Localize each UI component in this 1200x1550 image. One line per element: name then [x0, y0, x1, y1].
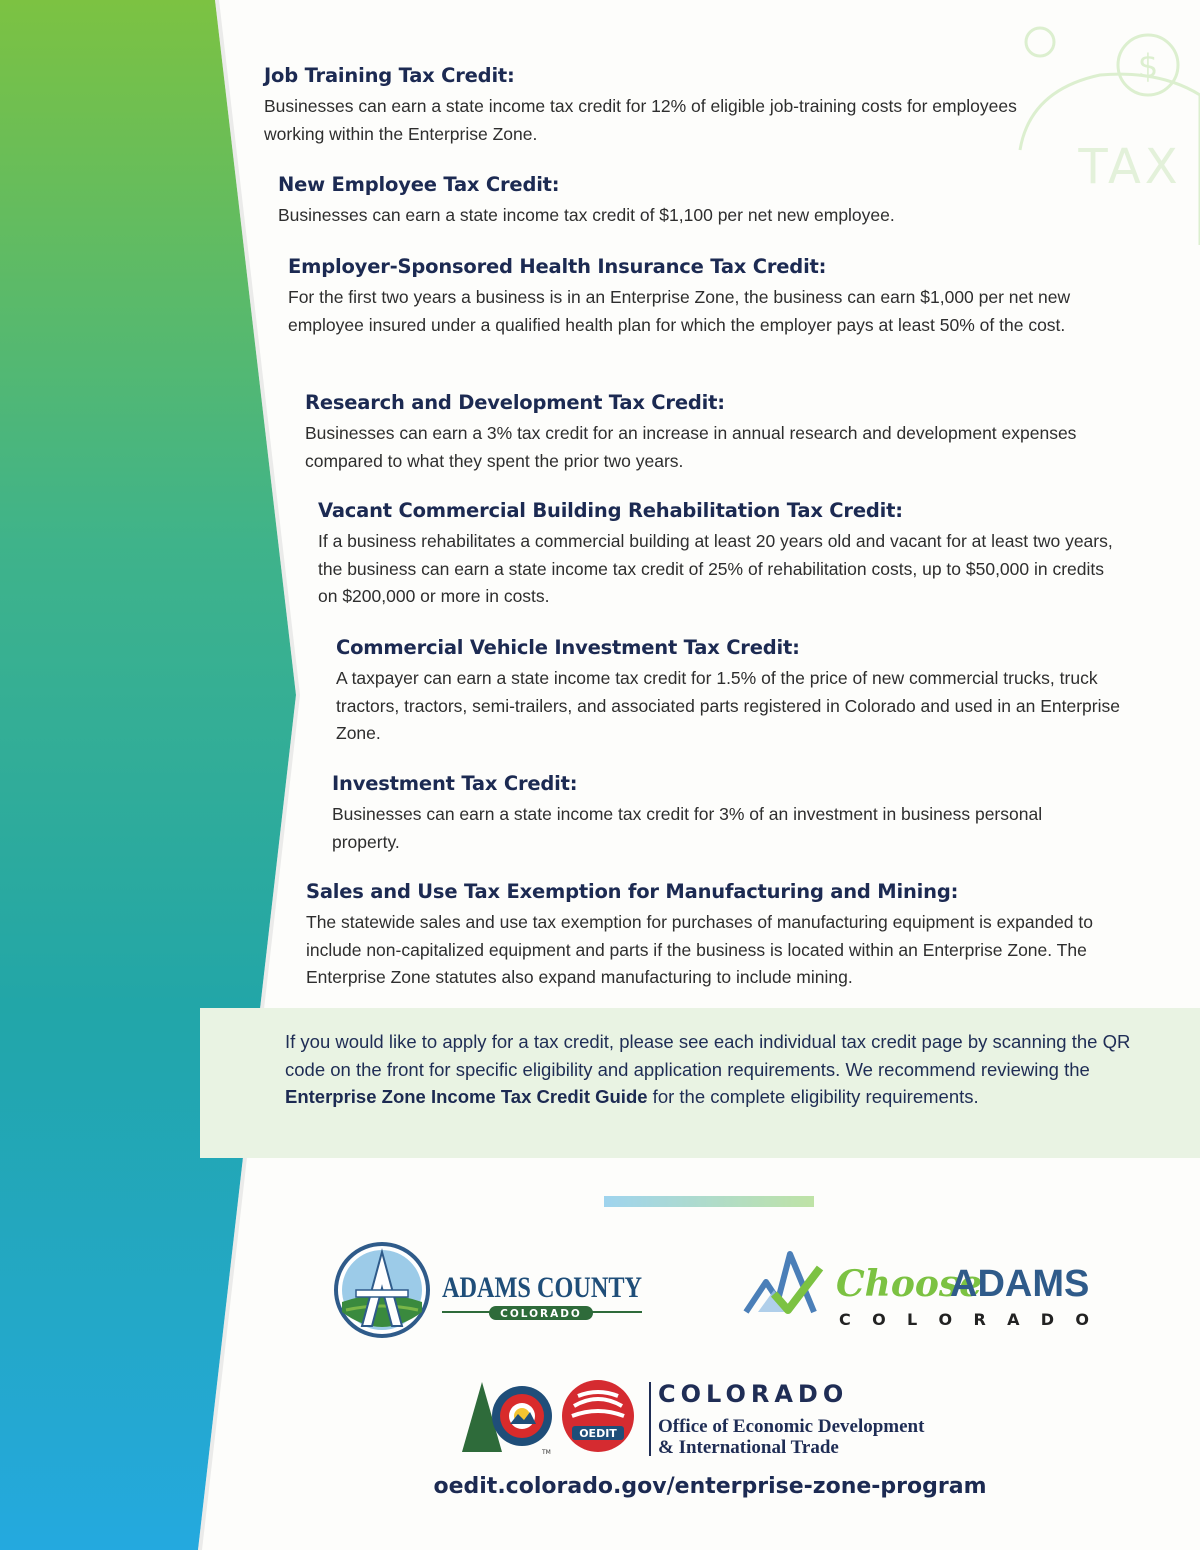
credit-title: Research and Development Tax Credit:: [305, 391, 725, 414]
oedit-line-2: & International Trade: [658, 1437, 839, 1458]
credit-new-employee: [278, 173, 1138, 230]
credit-title: Job Training Tax Credit:: [264, 64, 515, 87]
credit-body: Businesses can earn a state income tax credit for 3% of an investment in business personal property.: [332, 804, 1043, 852]
credit-title: Vacant Commercial Building Rehabilitation Tax Credit:: [318, 499, 903, 522]
credit-body: For the first two years a business is in an Enterprise Zone, the business can earn $1,000 per net new employee insured under a qualified health plan for which the employer pays at least 50% of the cost.: [288, 287, 1071, 335]
adams-county-state: COLORADO: [500, 1308, 582, 1320]
watermark-tax-text: TAX: [1078, 139, 1182, 195]
side-gradient-band: [0, 0, 300, 1550]
credit-sales-use-exemption: [306, 880, 1166, 992]
credit-title: Employer-Sponsored Health Insurance Tax Credit:: [288, 255, 827, 278]
watermark-coin-symbol: $: [1137, 47, 1159, 85]
choose-adams-state: C O L O R A D O: [839, 1310, 1089, 1329]
apply-text-before: If you would like to apply for a tax credit, please see each individual tax credit page by scanning the QR code on the front for specific eligibility and application requirements. We recommend reviewing the: [285, 1031, 1131, 1080]
apply-text-after: for the complete eligibility requirements.: [647, 1086, 979, 1107]
credit-health-insurance: [288, 255, 1148, 339]
credit-body: Businesses can earn a state income tax credit of $1,100 per net new employee.: [278, 205, 895, 225]
oedit-line-1: Office of Economic Development: [658, 1416, 925, 1437]
divider-bar: [604, 1196, 814, 1207]
oedit-badge: OEDIT: [579, 1427, 617, 1440]
trademark-mark: TM: [542, 1449, 551, 1456]
credit-investment: [332, 772, 1192, 856]
credit-body: The statewide sales and use tax exemption for purchases of manufacturing equipment is expanded to include non-capitalized equipment and parts if the business is located within an Enterprise Zone. The Enterprise Zone statutes also expand manufacturing to include mining.: [306, 912, 1093, 987]
credit-research-development: [305, 391, 1165, 475]
credit-job-training: [264, 64, 1124, 148]
credit-title: Investment Tax Credit:: [332, 772, 578, 795]
credit-body: A taxpayer can earn a state income tax credit for 1.5% of the price of new commercial trucks, truck tractors, tractors, semi-trailers, and associated parts registered in Colorado and used in an Enterprise Zone.: [336, 668, 1120, 743]
website-url[interactable]: oedit.colorado.gov/enterprise-zone-program: [433, 1474, 987, 1499]
credit-commercial-vehicle: [336, 636, 1196, 748]
credit-title: New Employee Tax Credit:: [278, 173, 560, 196]
credit-body: Businesses can earn a state income tax credit for 12% of eligible job-training costs for employees working within the Enterprise Zone.: [264, 96, 1017, 144]
credit-title: Sales and Use Tax Exemption for Manufacturing and Mining:: [306, 880, 959, 903]
credit-vacant-building: [318, 499, 1178, 611]
choose-adams-name: ADAMS: [950, 1263, 1090, 1305]
credit-body: If a business rehabilitates a commercial building at least 20 years old and vacant for at least two years, the business can earn a state income tax credit of 25% of rehabilitation costs, up to $50,000 in credits on $200,000 or more in costs.: [318, 531, 1113, 606]
adams-county-name: ADAMS COUNTY: [442, 1271, 643, 1304]
credit-guide-name: Enterprise Zone Income Tax Credit Guide: [285, 1086, 648, 1107]
choose-adams-logo: [744, 1250, 1104, 1330]
credit-body: Businesses can earn a 3% tax credit for an increase in annual research and development expenses compared to what they spent the prior two years.: [305, 423, 1077, 471]
adams-county-logo: [332, 1240, 652, 1340]
colorado-oedit-logo: [460, 1378, 980, 1458]
choose-script: Choose: [836, 1263, 983, 1305]
apply-instructions: [285, 1028, 1145, 1111]
credit-title: Commercial Vehicle Investment Tax Credit:: [336, 636, 800, 659]
oedit-state: COLORADO: [658, 1380, 849, 1408]
